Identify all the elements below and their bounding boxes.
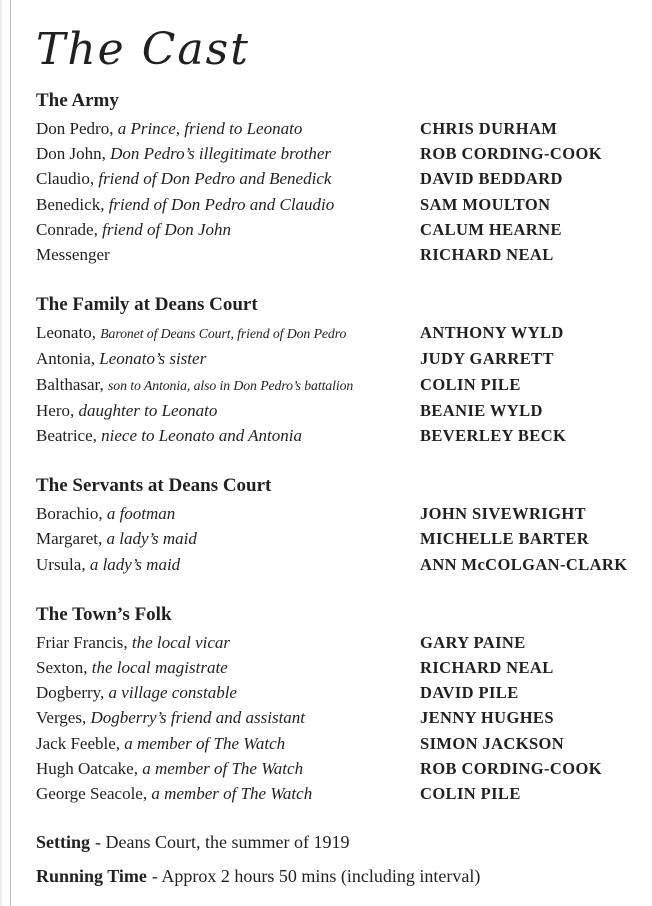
character-cell [36,116,420,141]
character-description: friend of Don Pedro and Benedick [98,169,332,189]
footer-line [36,831,638,853]
character-description: a footman [106,504,176,524]
cast-row [36,372,638,398]
character-name: Benedick, [36,194,109,214]
cast-row [36,423,638,448]
cast-row [36,242,638,267]
cast-row [36,552,638,577]
cast-row [36,192,638,217]
character-cell [36,217,420,242]
actor-name: COLIN PILE [420,374,521,394]
character-cell [36,242,420,267]
actor-name: RICHARD NEAL [420,245,554,265]
character-name: Verges, [36,708,91,728]
character-description: a Prince, friend to Leonato [117,119,303,138]
character-name: Beatrice, [36,426,102,446]
character-cell [36,655,420,680]
page-content [36,22,638,899]
character-cell [36,781,420,806]
character-name: Leonato, [36,323,101,343]
actor-name: JUDY GARRETT [420,349,554,369]
footer-text: - Deans Court, the summer of 1919 [95,832,350,853]
footer-line [36,865,638,887]
actor-name: GARY PAINE [420,632,526,652]
actor-name: BEVERLEY BECK [420,426,567,446]
cast-row [36,756,638,781]
actor-name: RICHARD NEAL [420,658,554,678]
character-cell [36,731,420,756]
page-title: The Cast [36,24,250,75]
actor-name: ROB CORDING-COOK [420,144,602,164]
character-cell [36,192,420,217]
section-heading: The Army [36,90,119,111]
character-cell [36,372,420,398]
footer-label: Running Time [36,866,147,887]
character-name: Don John, [36,144,111,164]
cast-row [36,680,638,705]
character-name: Borachio, [36,504,107,524]
character-cell [36,705,420,730]
cast-row [36,166,638,191]
character-description: friend of Don Pedro and Claudio [108,194,335,214]
section-heading: The Servants at Deans Court [36,475,272,497]
character-name: Balthasar, [36,374,109,394]
character-name: Sexton, [36,658,92,678]
page-edge-line [10,0,11,906]
cast-row [36,320,638,346]
character-description: a member of The Watch [124,733,286,753]
page-edge-strip [0,0,2,906]
character-cell [36,166,420,191]
character-name: Antonia, [36,349,100,369]
actor-name: CALUM HEARNE [420,219,562,239]
character-name: Dogberry, [36,683,109,703]
character-cell [36,501,420,526]
character-name: Friar Francis, [36,632,132,652]
cast-row [36,731,638,756]
character-cell [36,756,420,781]
actor-name: COLIN PILE [420,784,521,804]
section-rows [36,116,638,267]
actor-name: JOHN SIVEWRIGHT [420,504,586,524]
character-description: the local vicar [131,632,231,652]
cast-row [36,781,638,806]
cast-row [36,398,638,423]
character-name: Conrade, [36,219,103,239]
character-name: Messenger [36,245,110,265]
cast-row [36,116,638,141]
character-description: friend of Don John [102,219,231,239]
character-description: a member of The Watch [142,758,304,778]
character-description: the local magistrate [91,658,228,678]
character-name: George Seacole, [36,784,152,804]
actor-name: ANTHONY WYLD [420,323,564,343]
character-name: Don Pedro, [36,119,118,138]
character-name: Claudio, [36,169,99,189]
cast-section [36,292,638,448]
section-rows [36,630,638,806]
actor-name: DAVID PILE [420,683,519,703]
cast-row [36,501,638,526]
actor-name: SAM MOULTON [420,194,551,214]
section-rows [36,320,638,448]
actor-name: BEANIE WYLD [420,400,543,420]
character-cell [36,320,420,346]
cast-section [36,602,638,806]
cast-row [36,705,638,730]
actor-name: DAVID BEDDARD [420,169,563,189]
character-description: niece to Leonato and Antonia [101,426,302,446]
character-description: son to Antonia, also in Don Pedro’s battalion [108,377,354,393]
character-description: a lady’s maid [89,554,181,574]
character-description: a village constable [108,683,237,703]
character-name: Jack Feeble, [36,733,125,753]
section-heading: The Town’s Folk [36,603,172,625]
footer [36,831,638,887]
character-cell [36,346,420,371]
actor-name: CHRIS DURHAM [420,119,558,138]
cast-sections [36,88,638,806]
cast-section [36,473,638,577]
cast-row [36,655,638,680]
character-cell [36,552,420,577]
character-cell [36,398,420,423]
character-name: Hugh Oatcake, [36,758,143,778]
actor-name: ANN McCOLGAN-CLARK [420,554,628,574]
character-cell [36,526,420,551]
cast-row [36,630,638,655]
cast-row [36,141,638,166]
cast-row [36,346,638,371]
cast-row [36,526,638,551]
character-cell [36,680,420,705]
character-description: Don Pedro’s illegitimate brother [110,144,331,164]
cast-section [36,88,638,267]
section-rows [36,501,638,577]
character-name: Hero, [36,400,79,420]
character-description: a member of The Watch [151,784,313,804]
character-description: daughter to Leonato [78,400,218,420]
character-name: Margaret, [36,529,107,549]
character-cell [36,630,420,655]
actor-name: MICHELLE BARTER [420,529,590,549]
actor-name: JENNY HUGHES [420,708,554,728]
character-description: Baronet of Deans Court, friend of Don Pedro [100,326,347,342]
section-heading: The Family at Deans Court [36,294,258,316]
character-description: a lady’s maid [106,529,197,549]
actor-name: SIMON JACKSON [420,733,565,753]
character-description: Dogberry’s friend and assistant [90,708,306,728]
footer-text: - Approx 2 hours 50 mins (including interval) [151,866,481,887]
cast-row [36,217,638,242]
character-name: Ursula, [36,554,90,574]
character-cell [36,141,420,166]
character-description: Leonato’s sister [99,349,207,369]
character-cell [36,423,420,448]
footer-label: Setting [36,832,90,853]
actor-name: ROB CORDING-COOK [420,758,602,778]
